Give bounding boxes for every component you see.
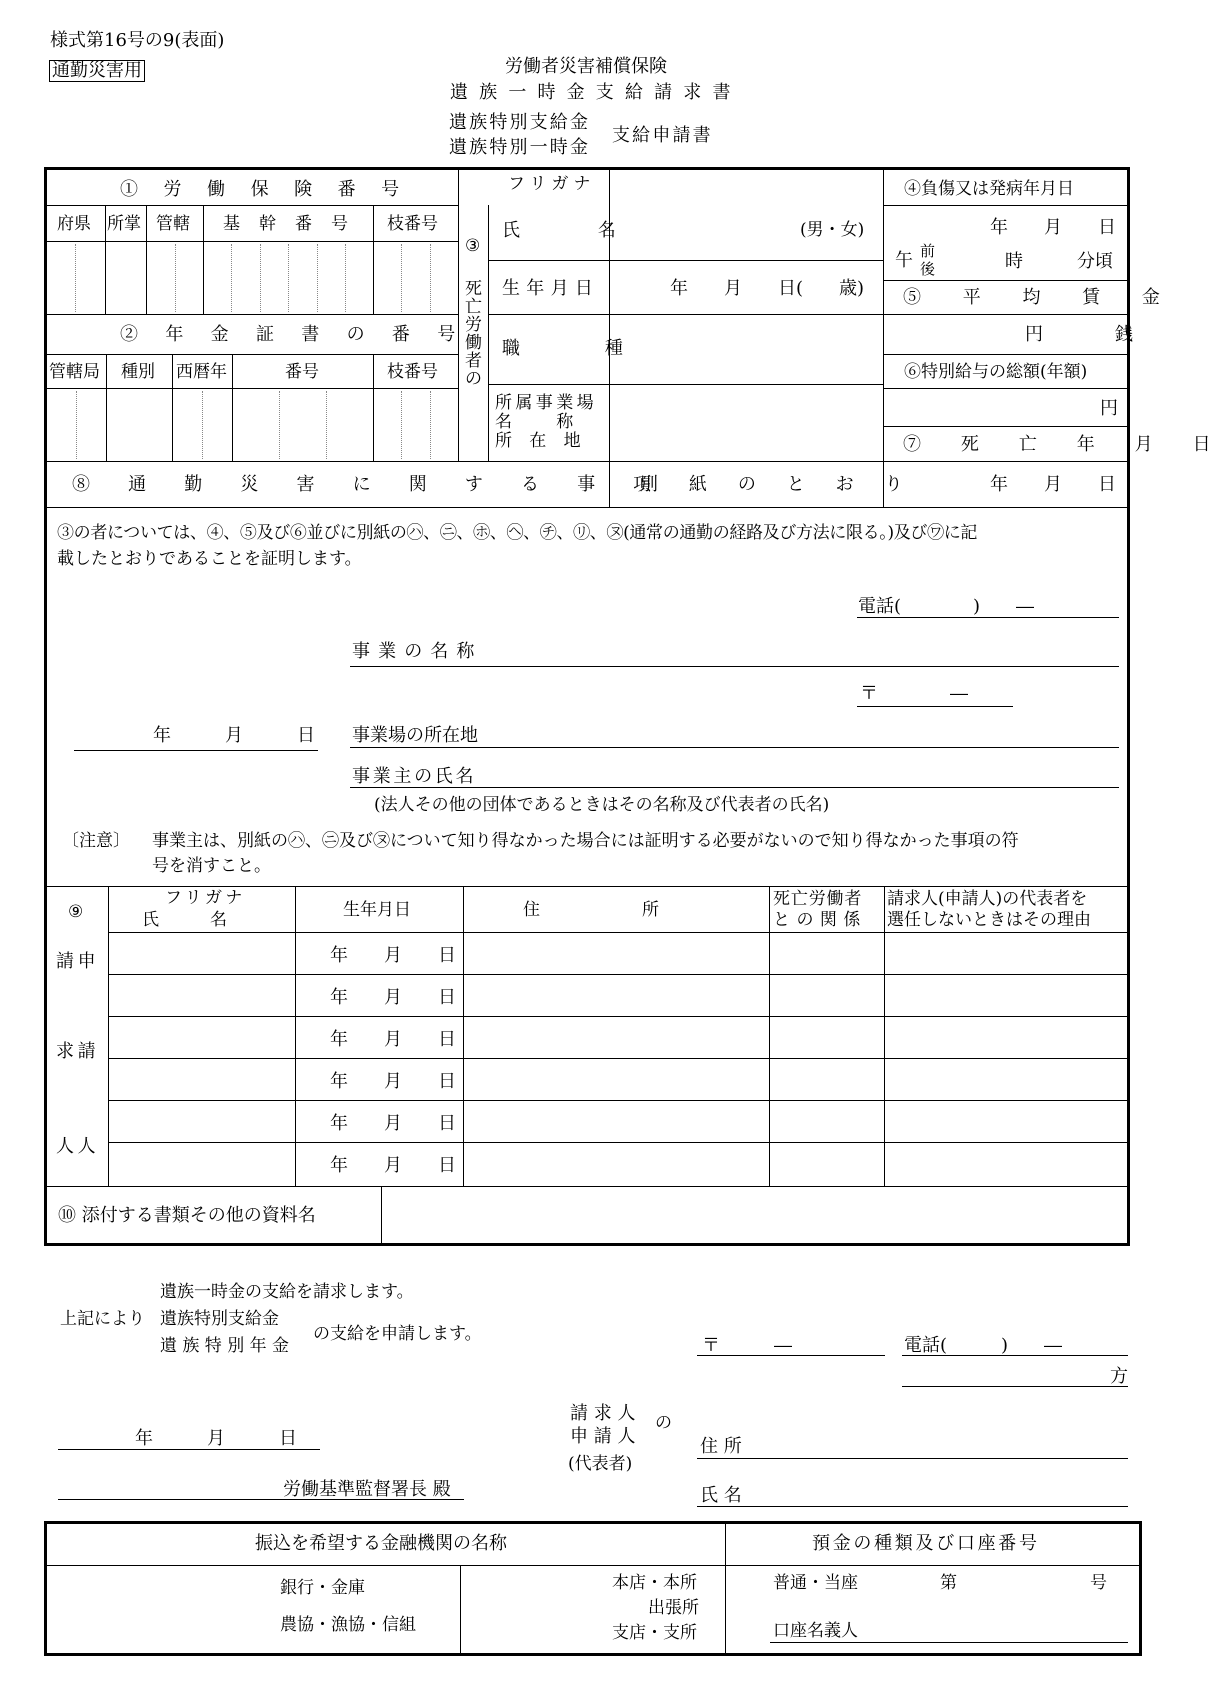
note-text2: 号を消すこと。 [152,856,271,876]
deceased-side-label: 死亡労働者の [465,279,482,389]
deceased-birth-value: 年 月 日( 歳) [670,278,865,299]
col-base-number: 基 幹 番 号 [223,214,355,234]
claimants-num: ⑨ [68,902,84,922]
title-sub2: 遺族特別一時金 [449,137,591,158]
request-kata: 方 [1110,1366,1128,1387]
claimants-col-name: 氏 名 [142,910,227,930]
deceased-job: 職 種 [502,338,663,359]
request-line2: 遺族特別支給金 [160,1309,279,1329]
claimants-col-relation1: 死亡労働者 [773,889,863,909]
pension-col-year: 西暦年 [176,362,227,382]
certify-text1: ③の者については、④、⑤及び⑥並びに別紙の㋩、㋥、㋭、㋬、㋠、㋷、㋦(通常の通勤の経路及び方法に限る。)及び㋻に記 [57,523,978,543]
pension-col-number: 番号 [285,362,319,382]
claimants-side1: 請申 [56,951,100,972]
request-postal: 〒 ― [702,1335,792,1356]
claimants-col-relation2: との関係 [773,910,867,930]
owner-note: (法人その他の団体であるときはその名称及び代表者の氏名) [374,795,830,815]
request-rep: (代表者) [568,1454,633,1474]
attachments-label: ⑩ 添付する書類その他の資料名 [58,1205,316,1226]
col-jurisdiction: 所掌 [107,214,141,234]
request-line3: 遺 族 特 別 年 金 [160,1336,290,1356]
injury-date-label: ④負傷又は発病年月日 [904,179,1074,199]
account-label: 預金の種類及び口座番号 [812,1533,1040,1554]
request-no: の [655,1413,672,1433]
note-label: 〔注意〕 [62,831,130,851]
claimants-side3: 人人 [56,1136,100,1157]
title-sub1: 遺族特別支給金 [449,112,591,133]
deceased-sex: (男・女) [800,220,865,240]
request-office: 労働基準監督署長 殿 [283,1479,451,1500]
claimants-side2: 求請 [56,1041,100,1062]
claimant-row2-birth: 年 月 日 [330,987,456,1008]
title-line1: 労働者災害補償保険 [505,56,667,77]
yen-sen: 円 銭 [1025,324,1133,345]
deceased-name-label: 氏 名 [502,220,652,241]
special-wage-label: ⑥特別給与の総額(年額) [904,362,1088,382]
claimants-col-address: 住 所 [523,900,659,920]
col-prefecture: 府県 [57,214,91,234]
request-phone: 電話( ) ― [904,1335,1063,1356]
bank-types2: 農協・漁協・信組 [280,1615,416,1635]
note-text1: 事業主は、別紙の㋩、㋥及び㋦について知り得なかった場合には証明する必要がないので知り得なかった事項の符 [152,831,1019,851]
claimants-col-furigana: フリガナ [165,888,246,908]
pension-col-branch: 枝番号 [387,362,438,382]
deceased-num: ③ [465,236,481,256]
deceased-furigana: フリガナ [508,174,596,194]
request-date: 年 月 日 [135,1428,297,1449]
claimants-col-reason2: 選任しないときはその理由 [887,910,1091,930]
am-label: 前 [920,242,936,260]
injury-ymd: 年 月 日 [990,217,1116,238]
title-sub3: 支給申請書 [612,125,713,146]
request-suffix: の支給を申請します。 [313,1324,482,1344]
claimant-row4-birth: 年 月 日 [330,1071,456,1092]
claimant-row5-birth: 年 月 日 [330,1113,456,1134]
claimant-row6-birth: 年 月 日 [330,1155,456,1176]
am-pm-prefix: 午 [895,250,913,271]
request-address-label: 住 所 [700,1436,742,1457]
certify-date: 年 月 日 [153,725,315,746]
yen: 円 [1100,398,1118,419]
usage-tag: 通勤災害用 [49,60,145,82]
claimant-row3-birth: 年 月 日 [330,1029,456,1050]
branch2: 出張所 [648,1598,699,1618]
pension-col-type: 種別 [121,362,155,382]
deceased-office2: 名 称 [495,412,577,432]
request-claimant2: 申 請 人 [570,1426,636,1447]
death-date-label: ⑦ 死 亡 年 月 日 [903,434,1228,455]
request-claimant1: 請 求 人 [570,1403,636,1424]
pension-col-bureau: 管轄局 [49,362,100,382]
account-go: 号 [1090,1573,1107,1593]
certify-text2: 載したとおりであることを証明します。 [57,549,362,569]
injury-time: 時 分頃 [1005,251,1113,272]
request-prefix: 上記により [60,1309,145,1329]
request-line1: 遺族一時金の支給を請求します。 [160,1282,414,1302]
title-line2: 遺族一時金支給請求書 [450,82,742,103]
deceased-birth-label: 生年月日 [502,278,600,299]
branch3: 支店・支所 [612,1623,697,1643]
account-type: 普通・当座 [773,1573,858,1593]
insurance-no-label: ① 労 働 保 険 番 号 [120,179,410,200]
deceased-office3: 所 在 地 [495,431,587,451]
certify-postal: 〒 ― [860,683,968,704]
col-branch-number: 枝番号 [387,214,438,234]
account-holder: 口座名義人 [773,1621,858,1641]
location-label: 事業場の所在地 [352,725,478,746]
deceased-office1: 所属事業場 [495,393,597,413]
claimants-col-reason1: 請求人(申請人)の代表者を [887,889,1088,909]
owner-label: 事業主の氏名 [352,766,477,787]
pm-label: 後 [920,260,936,278]
commute-value: 別 紙 の と お り [640,474,916,495]
account-dai: 第 [940,1573,957,1593]
claimant-row1-birth: 年 月 日 [330,945,456,966]
business-name-label: 事業の名称 [352,641,483,662]
bank-name-label: 振込を希望する金融機関の名称 [255,1533,507,1554]
bank-types1: 銀行・金庫 [280,1578,365,1598]
col-district: 管轄 [156,214,190,234]
certify-phone: 電話( ) ― [858,596,1035,617]
avg-wage-label: ⑤ 平 均 賃 金 [903,287,1178,308]
death-ymd: 年 月 日 [990,474,1116,495]
branch1: 本店・本所 [612,1573,697,1593]
commute-label: ⑧ 通 勤 災 害 に 関 す る 事 項 [72,474,668,495]
claimants-col-birth: 生年月日 [343,900,411,920]
pension-no-label: ② 年 金 証 書 の 番 号 [120,324,467,345]
request-name-label: 氏 名 [700,1485,742,1506]
form-number: 様式第16号の9(表面) [50,30,225,51]
